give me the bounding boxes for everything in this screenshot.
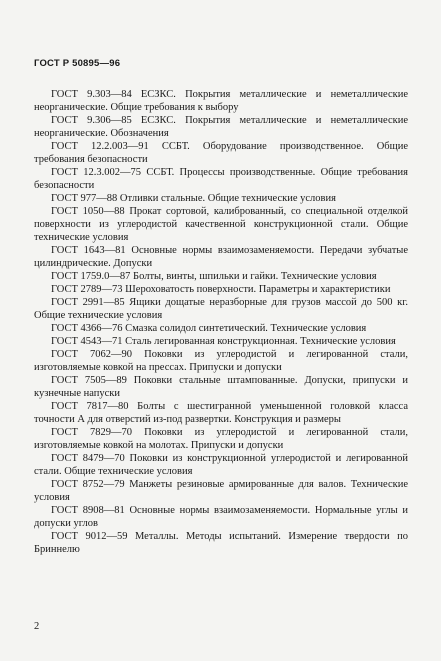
reference-item: ГОСТ 977—88 Отливки стальные. Общие технические условия: [51, 193, 336, 204]
reference-item: ГОСТ 4366—76 Смазка солидол синтетический. Технические условия: [51, 323, 367, 334]
reference-item: ГОСТ 1759.0—87 Болты, винты, шпильки и гайки. Технические условия: [51, 271, 377, 282]
reference-item: ГОСТ 12.2.003—91 ССБТ. Оборудование производственное. Общие требования безопасности: [34, 141, 408, 165]
reference-item: ГОСТ 4543—71 Сталь легированная конструкционная. Технические условия: [51, 336, 396, 347]
reference-item: ГОСТ 7829—70 Поковки из углеродистой и легированной стали, изготовляемые ковкой на молотах. Припуски и допуски: [34, 427, 408, 451]
page-number: 2: [34, 621, 40, 632]
reference-item: ГОСТ 9012—59 Металлы. Методы испытаний. Измерение твердости по Бриннелю: [34, 531, 408, 555]
reference-item: ГОСТ 8908—81 Основные нормы взаимозаменяемости. Нормальные углы и допуски углов: [34, 505, 408, 529]
reference-item: ГОСТ 7062—90 Поковки из углеродистой и легированной стали, изготовляемые ковкой на прессах. Припуски и допуски: [34, 349, 408, 373]
references-list: [34, 88, 408, 556]
reference-item: ГОСТ 7817—80 Болты с шестигранной уменьшенной головкой класса точности А для отверстий из-под развертки. Конструкция и размеры: [34, 401, 408, 425]
reference-item: ГОСТ 2991—85 Ящики дощатые неразборные для грузов массой до 500 кг. Общие технические условия: [34, 297, 408, 321]
reference-item: ГОСТ 8752—79 Манжеты резиновые армированные для валов. Технические условия: [34, 479, 408, 503]
page-header: ГОСТ Р 50895—96: [34, 58, 121, 69]
reference-item: ГОСТ 1643—81 Основные нормы взаимозаменяемости. Передачи зубчатые цилиндрические. Допуски: [34, 245, 408, 269]
reference-item: ГОСТ 9.303—84 ЕСЗКС. Покрытия металлические и неметаллические неорганические. Общие требования к выбору: [34, 89, 408, 113]
reference-item: ГОСТ 7505—89 Поковки стальные штампованные. Допуски, припуски и кузнечные напуски: [34, 375, 408, 399]
reference-item: ГОСТ 12.3.002—75 ССБТ. Процессы производственные. Общие требования безопасности: [34, 167, 408, 191]
reference-item: ГОСТ 2789—73 Шероховатость поверхности. Параметры и характеристики: [51, 284, 391, 295]
reference-item: ГОСТ 1050—88 Прокат сортовой, калиброванный, со специальной отделкой поверхности из углеродистой качественной конструкционной стали. Общие технические условия: [34, 206, 408, 243]
reference-item: ГОСТ 8479—70 Поковки из конструкционной углеродистой и легированной стали. Общие технические условия: [34, 453, 408, 477]
reference-item: ГОСТ 9.306—85 ЕСЗКС. Покрытия металлические и неметаллические неорганические. Обозначения: [34, 115, 408, 139]
